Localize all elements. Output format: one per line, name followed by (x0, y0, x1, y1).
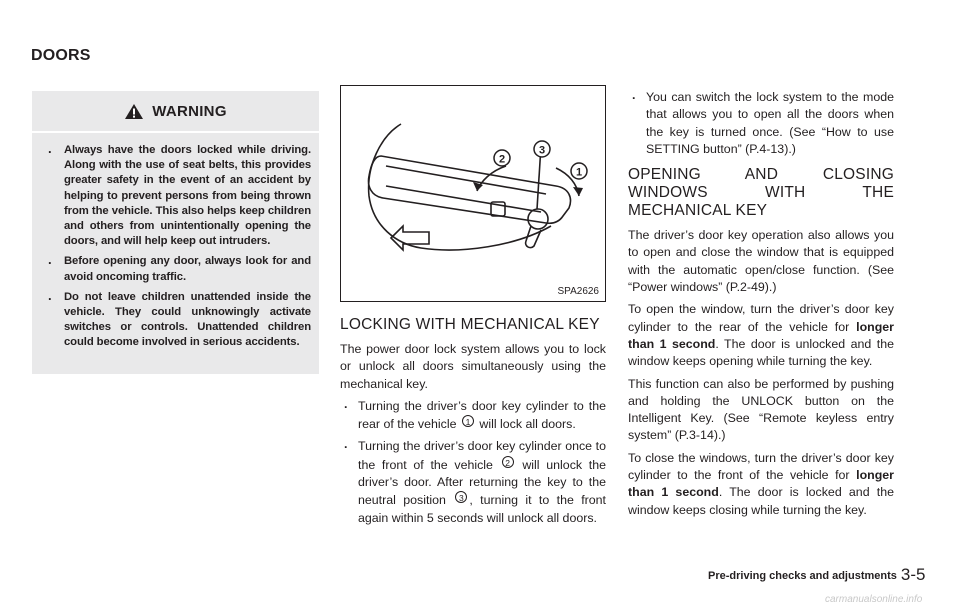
svg-text:3: 3 (538, 144, 546, 157)
warning-header (32, 91, 319, 133)
locking-heading: LOCKING WITH MECHANICAL KEY (340, 316, 600, 333)
svg-text:2: 2 (498, 153, 506, 166)
step-marker: 2 (502, 456, 514, 468)
figure-marker (534, 141, 550, 157)
door-handle-figure (340, 85, 606, 302)
page-number: 3-5 (900, 565, 926, 584)
right-column (628, 89, 894, 524)
locking-section (340, 316, 606, 532)
warning-list (32, 133, 319, 351)
section-title: DOORS (31, 47, 91, 64)
locking-bullet: . You can switch the lock system to the mode that allows you to open all the doors when the key is turned once. (See “How to use SETTING button” (P.4-13).) (628, 89, 894, 158)
step-marker: 1 (462, 415, 474, 427)
locking-intro: The power door lock system allows you to lock or unlock all doors simultaneously using the mechanical key. (340, 342, 606, 391)
windows-paragraph: To open the window, turn the driver’s door key cylinder to the rear of the vehicle for longer than 1 second. The door is unlocked and the window keeps opening while turning the key. (628, 302, 894, 369)
svg-text:1: 1 (575, 166, 583, 179)
warning-item: . Always have the doors locked while driving. Along with the use of seat belts, this provides greater safety in the event of an accident by helping to prevent persons from being thrown from the vehicle. This also helps keep children and others from unintentionally opening the doors, and will help keep out intruders. (46, 143, 311, 249)
figure-marker (571, 163, 587, 179)
warning-title: WARNING (152, 102, 227, 120)
page-footer (708, 565, 925, 585)
warning-box (32, 91, 319, 374)
locking-bullet: . Turning the driver’s door key cylinder once to the front of the vehicle 2 will unlock the driver’s door. After returning the key to the neutral position 3 , turning it to the front again within 5 seconds will unlock all doors. (340, 438, 606, 526)
step-marker: 3 (455, 491, 467, 503)
warning-triangle-icon (124, 103, 144, 120)
figure-marker (494, 150, 510, 166)
figure-label: SPA2626 (557, 286, 599, 297)
windows-paragraph: The driver’s door key operation also allows you to open and close the window that is equipped with the automatic open/close function. (See “Power windows” (P.2-49).) (628, 228, 894, 295)
door-handle-illustration (341, 86, 604, 300)
windows-paragraph: To close the windows, turn the driver’s door key cylinder to the front of the vehicle for longer than 1 second. The door is locked and the window keeps closing while turning the key. (628, 450, 894, 517)
footer-chapter: Pre-driving checks and adjustments (708, 570, 897, 582)
windows-paragraph: This function can also be performed by pushing and holding the UNLOCK button on the Intelligent Key. (See “Remote keyless entry system” (P.3-14).) (628, 376, 894, 443)
warning-item: . Do not leave children unattended inside the vehicle. They could unknowingly activate switches or controls. Unattended children could become involved in serious accidents. (46, 290, 311, 351)
windows-heading: OPENING AND CLOSING WINDOWS WITH THE MECHANICAL KEY (628, 166, 894, 220)
watermark: carmanualsonline.info (825, 594, 923, 605)
warning-item: . Before opening any door, always look for and avoid oncoming traffic. (46, 254, 311, 284)
locking-bullet: . Turning the driver’s door key cylinder to the rear of the vehicle 1 will lock all doors. (340, 398, 606, 434)
